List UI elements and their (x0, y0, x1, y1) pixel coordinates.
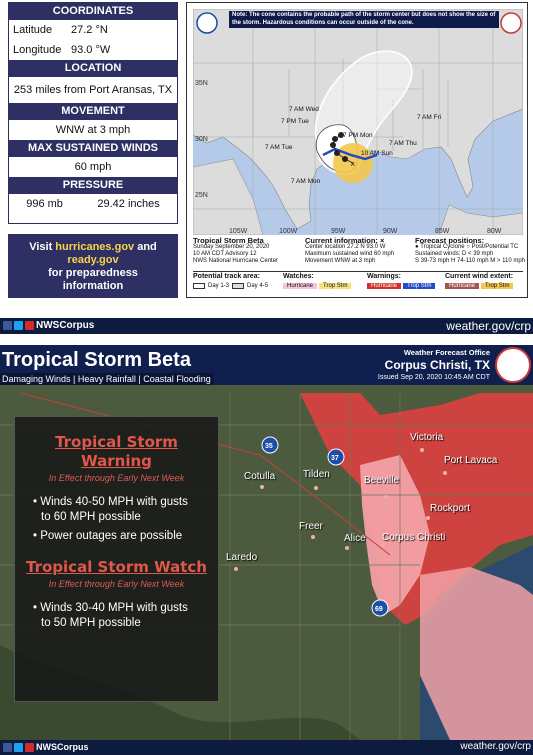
track-area-title: Potential track area: (193, 273, 260, 280)
office-label: Weather Forecast Office (403, 348, 490, 357)
visit-and-text: and (134, 241, 157, 253)
coordinates-header: COORDINATES (9, 3, 177, 20)
pressure-header: PRESSURE (9, 177, 177, 194)
city-dot (260, 485, 264, 489)
facebook-icon[interactable] (3, 743, 12, 752)
track-label: 7 PM Tue (281, 118, 309, 125)
city-corpus-christi: Corpus Christi (382, 532, 446, 543)
warning-bullet-1a: • Winds 40-50 MPH with gusts (33, 496, 188, 508)
local-hazard-panel (0, 345, 533, 740)
track-label: 7 AM Mon (291, 178, 321, 185)
track-label: 7 AM Thu (389, 140, 417, 147)
city-dot (443, 471, 447, 475)
track-point (332, 136, 338, 142)
legend-divider (193, 271, 523, 272)
panel-header (0, 345, 533, 385)
track-label: 7 PM Mon (343, 132, 373, 139)
lon-label: 90W (383, 228, 398, 235)
nhc-cone-map (186, 2, 528, 298)
warning-keys (367, 283, 435, 289)
track-area-keys (193, 283, 268, 289)
youtube-icon[interactable] (25, 321, 34, 330)
interstate-35-label: 35 (265, 443, 273, 450)
wind-extent-title: Current wind extent: (445, 273, 514, 280)
day45-swatch (232, 283, 244, 289)
twitter-icon[interactable] (14, 743, 23, 752)
winds-header: MAX SUSTAINED WINDS (9, 140, 177, 157)
watch-hurricane: Hurricane (283, 283, 317, 289)
panel-title: Tropical Storm Beta (2, 349, 191, 371)
cone-map-svg (193, 9, 523, 235)
city-freer: Freer (299, 521, 323, 532)
wind-ts: Trop Stm (481, 283, 513, 289)
city-dot (381, 543, 385, 547)
social-bar-bottom (0, 740, 533, 755)
watch-heading: Tropical Storm Watch (26, 558, 207, 576)
movement-header: MOVEMENT (9, 103, 177, 120)
track-point (342, 156, 348, 162)
warning-bullet-2: • Power outages are possible (33, 530, 183, 542)
watch-bullet-1b: to 50 MPH possible (41, 617, 141, 629)
interstate-69-label: 69 (375, 606, 383, 613)
warning-effective: In Effect through Early Next Week (48, 473, 185, 483)
visit-line-4: information (62, 280, 124, 292)
visit-text: Visit (29, 241, 56, 253)
issued-time: Issued Sep 20, 2020 10:45 AM CDT (377, 374, 490, 381)
day13-swatch (193, 283, 205, 289)
visit-box (8, 234, 178, 298)
wind-hurricane: Hurricane (445, 283, 479, 289)
social-handle[interactable]: NWSCorpus (36, 320, 95, 331)
visit-line-1 (8, 241, 178, 254)
nws-logo (495, 347, 531, 383)
day45-label: Day 4-5 (247, 283, 269, 289)
nws-logo-small (501, 13, 521, 33)
watch-keys (283, 283, 351, 289)
watch-ts: Trop Stm (319, 283, 351, 289)
youtube-icon[interactable] (25, 743, 34, 752)
longitude-value: 93.0 °W (71, 44, 111, 56)
hurricanes-gov-link[interactable]: hurricanes.gov (55, 241, 135, 253)
current-move: Movement WNW at 3 mph (305, 258, 376, 264)
pressure-mb: 996 mb (26, 198, 63, 210)
lon-label: 80W (487, 228, 502, 235)
city-dot (426, 516, 430, 520)
watch-effective: In Effect through Early Next Week (48, 579, 185, 589)
city-beeville: Beeville (364, 475, 400, 486)
watch-bullet-1a: • Winds 30-40 MPH with gusts (33, 602, 188, 614)
hazard-summary-box (14, 416, 219, 702)
office-name: Corpus Christi, TX (384, 358, 490, 372)
day13-label: Day 1-3 (208, 283, 230, 289)
storm-info-box (8, 2, 178, 224)
social-icons (3, 320, 94, 331)
warning-heading-1: Tropical Storm (55, 433, 178, 451)
warning-hurricane: Hurricane (367, 283, 401, 289)
twitter-icon[interactable] (14, 321, 23, 330)
lat-label: 30N (195, 136, 208, 143)
city-tilden: Tilden (303, 469, 330, 480)
forecast-line-3: S 39-73 mph H 74-110 mph M > 110 mph (415, 258, 526, 264)
latitude-row (9, 20, 177, 40)
warning-heading-2: Warning (81, 452, 152, 470)
interstate-37-label: 37 (331, 455, 339, 462)
track-label: 10 AM Sun (361, 150, 393, 157)
track-label: 7 AM Fri (417, 114, 442, 121)
city-dot (345, 546, 349, 550)
pressure-inches: 29.42 inches (97, 198, 160, 210)
winds-value: 60 mph (74, 161, 112, 173)
city-dot (234, 567, 238, 571)
legend-advisory: 10 AM CDT Advisory 12 (193, 251, 257, 257)
legend-storm-date: Sunday September 20, 2020 (193, 244, 270, 250)
city-laredo: Laredo (226, 552, 258, 563)
cone-note: Note: The cone contains the probable path of the storm center but does not show the size of the storm. Hazardous conditions can occur outside of the cone. (229, 11, 499, 28)
cone-map-plot (193, 9, 523, 235)
facebook-icon[interactable] (3, 321, 12, 330)
noaa-logo (197, 13, 217, 33)
current-location: Center location 27.2 N 93.0 W (305, 244, 386, 250)
latitude-value: 27.2 °N (71, 24, 108, 36)
current-wind: Maximum sustained wind 60 mph (305, 251, 395, 257)
panel-subtitle: Damaging Winds | Heavy Rainfall | Coastal Flooding (2, 374, 211, 384)
track-label: 7 AM Wed (289, 106, 319, 113)
lon-label: 85W (435, 228, 450, 235)
city-cotulla: Cotulla (244, 471, 276, 482)
ready-gov-link[interactable]: ready.gov (67, 254, 119, 266)
forecast-positions (415, 237, 525, 265)
legend-center: NWS National Hurricane Center (193, 258, 279, 264)
current-position-marker: × (350, 159, 356, 169)
city-rockport: Rockport (430, 503, 471, 514)
location-header: LOCATION (9, 60, 177, 77)
lon-label: 100W (279, 228, 298, 235)
city-dot (420, 448, 424, 452)
social-handle-bottom[interactable]: NWSCorpus (36, 742, 89, 752)
longitude-row (9, 40, 177, 60)
location-value: 253 miles from Port Aransas, TX (13, 84, 173, 96)
warnings-title: Warnings: (367, 273, 401, 280)
lon-label: 105W (229, 228, 248, 235)
city-dot (311, 535, 315, 539)
forecast-tc: Tropical Cyclone (420, 244, 465, 250)
watches-title: Watches: (283, 273, 314, 280)
legend-storm-name: Tropical Storm Beta (193, 236, 264, 245)
lat-label: 35N (195, 80, 208, 87)
warning-bullet-1b: to 60 MPH possible (41, 511, 141, 523)
forecast-post-tc: Post/Potential TC (471, 244, 519, 250)
forecast-title: Forecast positions: (415, 236, 485, 245)
forecast-line-1: ● Tropical Cyclone ○ Post/Potential TC (415, 244, 519, 250)
website-link-bottom[interactable]: weather.gov/crp (460, 741, 531, 752)
warning-ts: Trop Stm (403, 283, 435, 289)
pressure-row (9, 194, 177, 214)
city-dot (384, 495, 388, 499)
track-point (330, 142, 336, 148)
current-info (305, 237, 415, 265)
longitude-label: Longitude (13, 44, 62, 56)
storm-summary (193, 237, 303, 265)
nhc-legend (193, 235, 526, 295)
city-port-lavaca: Port Lavaca (444, 455, 498, 466)
wind-extent-keys (445, 283, 513, 289)
movement-value: WNW at 3 mph (55, 124, 131, 136)
city-alice: Alice (344, 533, 366, 544)
track-point (334, 150, 340, 156)
website-link[interactable]: weather.gov/crp (446, 319, 531, 333)
visit-line-3: for preparedness (48, 267, 138, 279)
track-label: 7 AM Tue (265, 144, 293, 151)
social-bar-top (0, 318, 533, 334)
current-info-title: Current information: × (305, 236, 385, 245)
forecast-line-2: Sustained winds: D < 39 mph (415, 251, 494, 257)
city-dot (314, 486, 318, 490)
lon-label: 95W (331, 228, 346, 235)
city-victoria: Victoria (410, 432, 444, 443)
nhc-graphic-section (0, 0, 533, 318)
latitude-label: Latitude (13, 24, 53, 36)
social-icons-bottom (3, 742, 89, 752)
lat-label: 25N (195, 192, 208, 199)
